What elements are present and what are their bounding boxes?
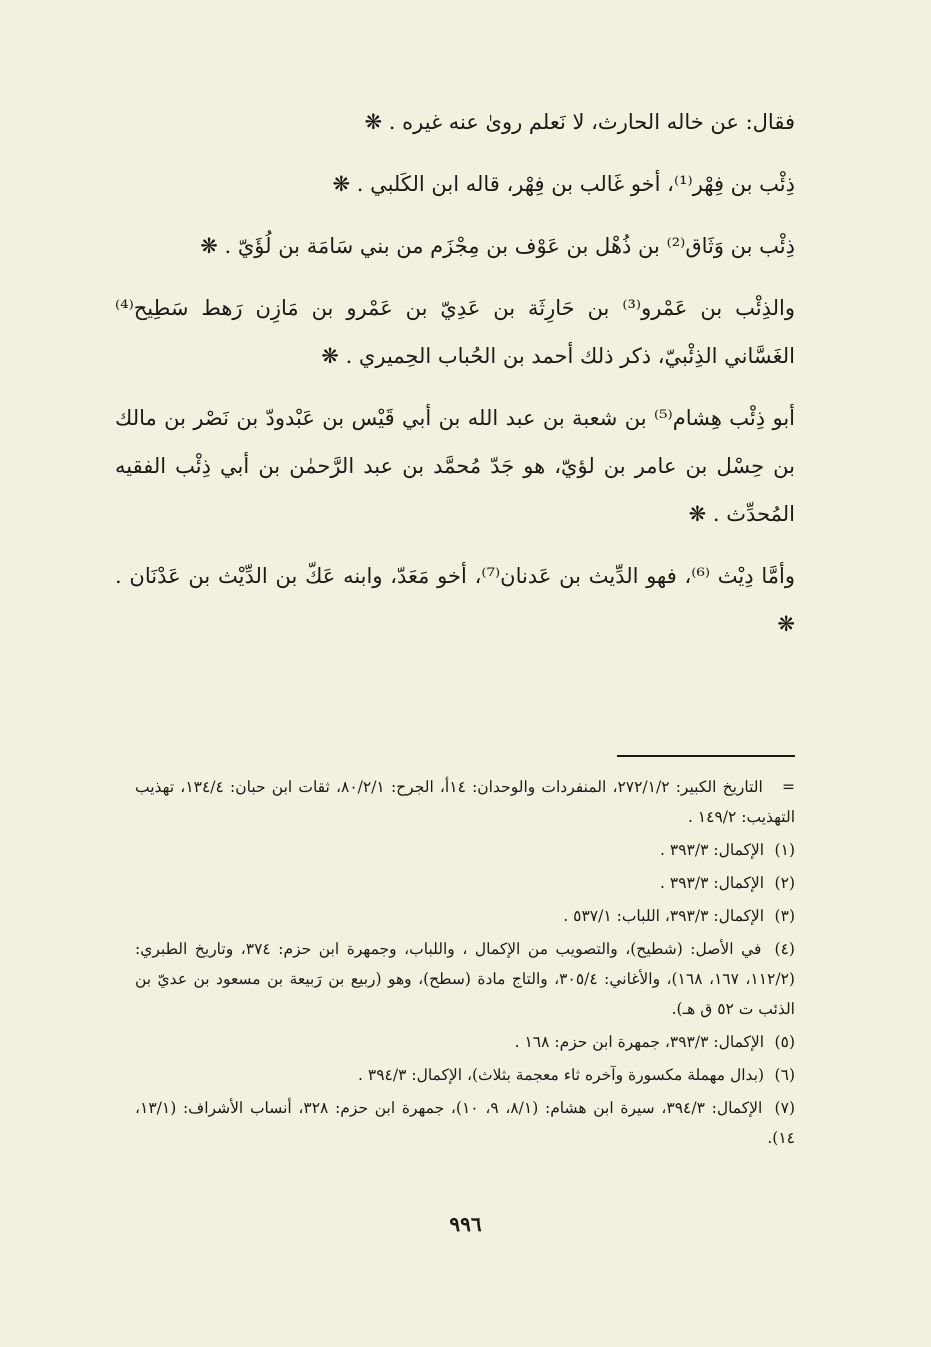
- footnote-text: الإكمال: ٣٩٤/٣، سيرة ابن هشام: (٨/١، ٩، ١٠)، جمهرة ابن حزم: ٣٢٨، أنساب الأشراف: (١٣/١، ١٤).: [135, 1099, 795, 1147]
- footnote: [135, 835, 795, 865]
- footnote-text: التاريخ الكبير: ٢٧٢/١/٢، المنفردات والوحدان: ١٤أ، الجرح: ٨٠/٢/١، ثقات ابن حبان: ١٣٤/٤، تهذيب التهذيب: ١٤٩/٢ .: [135, 778, 795, 826]
- footnote-number: (٤): [774, 940, 795, 958]
- footnote-text: الإكمال: ٣٩٣/٣، اللباب: ٥٣٧/١ .: [563, 907, 765, 925]
- footnote: [135, 1093, 795, 1153]
- entry-paragraph: ذِئْب بن وَثَاق⁽²⁾ بن ذُهْل بن عَوْف بن مِجْزَم من بني سَامَة بن لُؤَيّ . ❋: [200, 234, 795, 258]
- entry-paragraph: ذِئْب بن فِهْر⁽¹⁾، أخو غَالب بن فِهْر، قاله ابن الكَلبي . ❋: [332, 172, 795, 196]
- page-number: ٩٩٦: [449, 1212, 482, 1236]
- footnote-text: (بدال مهملة مكسورة وآخره ثاء معجمة بثلاث)، الإكمال: ٣٩٤/٣ .: [358, 1066, 765, 1084]
- footnote: [135, 868, 795, 898]
- main-text: [115, 98, 795, 662]
- entry-paragraph: والذِئْب بن عَمْرو⁽³⁾ بن حَارِثَة بن عَدِيّ بن عَمْرو بن مَازِن رَهط سَطِيح⁽⁴⁾ الغَسَّاني الذِئْبيّ، ذكر ذلك أحمد بن الحُباب الحِميري . ❋: [115, 296, 795, 368]
- footnote-number: =: [782, 778, 796, 796]
- footnote: [135, 1027, 795, 1057]
- footnote-text: في الأصل: (شطيح)، والتصويب من الإكمال ، واللباب، وجمهرة ابن حزم: ٣٧٤، وتاريخ الطبري: (١١٢/٢، ١٦٧، ١٦٨)، والأغاني: ٣٠٥/٤، والتاج مادة (سطح)، وهو (ربيع بن رَبيعة بن مسعود بن عديّ بن الذئب ت ٥٢ ق هـ).: [135, 940, 795, 1018]
- entry-paragraph: وأمَّا دِيْث ⁽⁶⁾، فهو الدِّيث بن عَدنان⁽⁷⁾، أخو مَعَدّ، وابنه عَكّ بن الدِّيْث بن عَدْنَان . ❋: [115, 564, 796, 636]
- footnotes: [135, 772, 795, 1156]
- footnote: [135, 934, 795, 1024]
- footnote-number: (١): [774, 841, 795, 859]
- footnote-number: (٢): [774, 874, 795, 892]
- entry-paragraph: أبو ذِئْب هِشام⁽⁵⁾ بن شعبة بن عبد الله بن أبي قَيْس بن عَبْدودّ بن نَصْر بن مالك بن حِسْل بن عامر بن لؤيّ، هو جَدّ مُحمَّد بن عبد الرَّحمٰن بن أبي ذِئْب الفقيه المُحدِّث . ❋: [115, 406, 796, 526]
- footnote-text: الإكمال: ٣٩٣/٣ .: [660, 874, 765, 892]
- footnote-number: (٧): [774, 1099, 795, 1117]
- footnote-text: الإكمال: ٣٩٣/٣ .: [660, 841, 765, 859]
- footnote-text: الإكمال: ٣٩٣/٣، جمهرة ابن حزم: ١٦٨ .: [514, 1033, 765, 1051]
- footnote-number: (٦): [774, 1066, 795, 1084]
- footnote-number: (٥): [774, 1033, 795, 1051]
- footnote: [135, 772, 795, 832]
- footnote-divider: [617, 755, 795, 757]
- entry-paragraph: فقال: عن خاله الحارث، لا نَعلم روىٰ عنه غيره . ❋: [364, 110, 795, 134]
- footnote: [135, 901, 795, 931]
- footnote: [135, 1060, 795, 1090]
- footnote-number: (٣): [774, 907, 795, 925]
